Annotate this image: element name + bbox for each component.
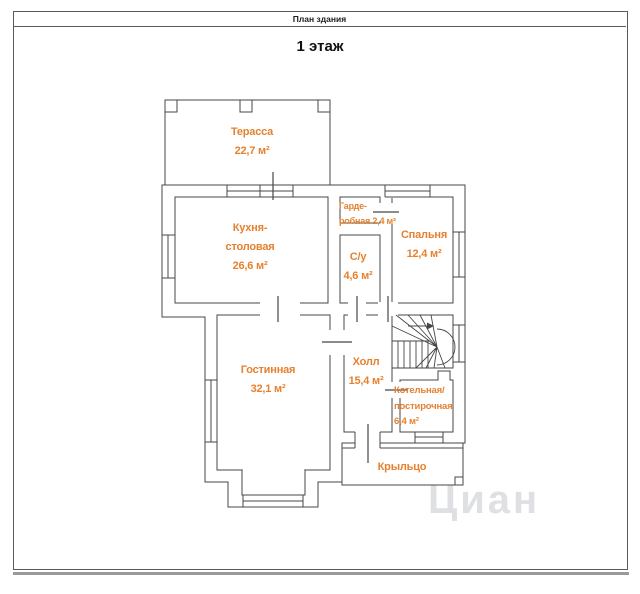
room-label-boiler: Котельная/ постирочная 6,4 м² (394, 385, 453, 427)
plan-header-title: План здания (292, 13, 347, 24)
floor-title: 1 этаж (296, 38, 344, 55)
room-label-porch: Крыльцо (377, 461, 427, 473)
room-label-wardrobe: Гарде- робная 2,4 м² (339, 201, 396, 226)
room-label-living: Гостинная 32,1 м² (240, 364, 296, 395)
room-label-kitchen: Кухня- столовая 26,6 м² (225, 222, 275, 272)
bay-opening-erase (243, 466, 304, 473)
cian-watermark: Циан (428, 478, 541, 522)
room-label-hall: Холл 15,4 м² (348, 356, 384, 387)
stairwell (392, 315, 453, 368)
room-label-bathroom: С/у 4,6 м² (343, 251, 373, 282)
bay-window-area (242, 470, 305, 495)
room-label-terrace: Терасса 22,7 м² (230, 126, 274, 157)
room-label-bedroom: Спальня 12,4 м² (400, 229, 448, 260)
